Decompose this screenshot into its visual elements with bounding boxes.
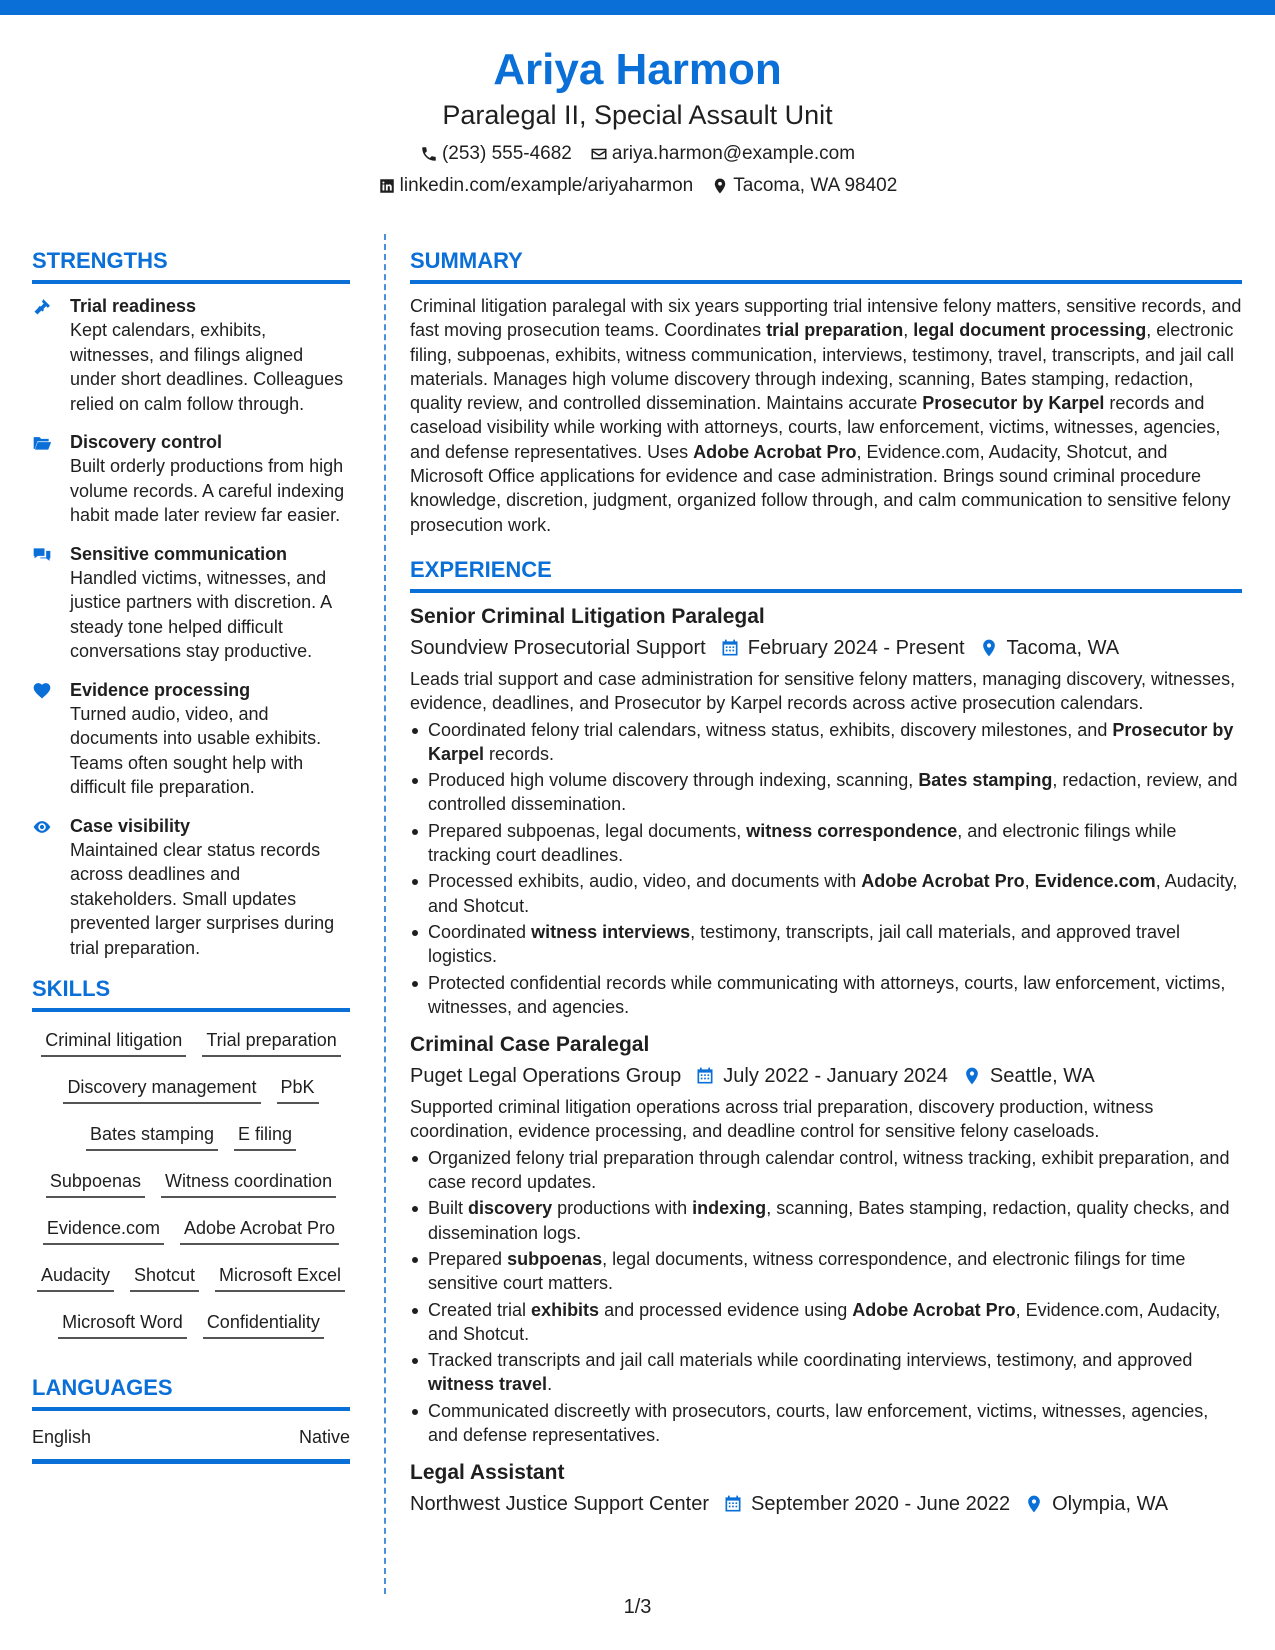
strength-item — [32, 430, 350, 528]
text-run: , electronic filing, subpoenas, exhibits, witness communication, interviews, testimony, travel, transcripts, and jail call materials. Manages high volume discovery through indexing, scanning, Bates stamping, redaction, quality review, and controlled dissemination. Maintains accurate — [410, 320, 1235, 414]
job-company: Puget Legal Operations Group — [410, 1065, 682, 1088]
bold-text: trial preparation — [766, 320, 904, 341]
text-run: Protected confidential records while communicating with attorneys, courts, law enforcement, victims, witnesses, and agencies. — [428, 972, 1226, 1017]
bold-text: Bates stamping — [918, 770, 1053, 791]
strength-description: Kept calendars, exhibits, witnesses, and filings aligned under short deadlines. Colleagues relied on calm follow through. — [70, 320, 344, 414]
job-entry — [410, 1459, 1242, 1519]
bullet-item — [410, 1348, 1242, 1397]
skill-tag: E filing — [234, 1122, 296, 1151]
skill-tag: PbK — [277, 1075, 319, 1104]
skill-tag: Microsoft Word — [58, 1310, 187, 1339]
bullet-item — [410, 869, 1242, 918]
strength-body — [70, 678, 350, 800]
text-run: and processed evidence using — [599, 1299, 853, 1320]
skill-tag: Bates stamping — [86, 1122, 218, 1151]
map-pin-icon — [711, 177, 729, 195]
text-run: Built — [428, 1198, 469, 1219]
left-column — [32, 246, 350, 1464]
text-run: Communicated discreetly with prosecutors, courts, law enforcement, victims, witnesses, agencies, and defense representatives. — [428, 1400, 1209, 1445]
strength-description: Maintained clear status records across deadlines and stakeholders. Small updates prevented larger surprises during trial preparation. — [70, 839, 335, 958]
text-run: , and electronic filings while tracking court deadlines. — [428, 820, 1177, 866]
bold-text: Prosecutor by Karpel — [922, 393, 1105, 414]
eye-icon — [32, 817, 52, 837]
linkedin-icon — [378, 177, 396, 195]
bullet-item — [410, 1196, 1242, 1245]
job-title: Legal Assistant — [410, 1461, 565, 1485]
bullet-item — [410, 920, 1242, 969]
language-level: Native — [298, 1427, 350, 1447]
text-run: Organized felony trial preparation through calendar control, witness tracking, exhibit preparation, and case record updates. — [428, 1147, 1230, 1193]
text-run: Processed exhibits, audio, video, and documents with — [428, 871, 862, 892]
job-title: Criminal Case Paralegal — [410, 1033, 650, 1057]
map-pin-icon — [962, 1066, 982, 1086]
strength-body — [70, 542, 350, 664]
calendar-icon — [720, 638, 740, 658]
job-location: Olympia, WA — [1052, 1493, 1169, 1516]
phone-contact[interactable] — [420, 142, 572, 166]
strength-icon-wrap — [32, 678, 70, 800]
email-contact[interactable] — [590, 142, 855, 166]
bold-text: discovery — [468, 1198, 553, 1219]
text-run: . — [547, 1374, 553, 1395]
job-description: Leads trial support and case administration for sensitive felony matters, managing discovery, witnesses, evidence, deadlines, and Prosecutor by Karpel records across active prosecution calendars. — [410, 668, 1236, 714]
text-run: Coordinated felony trial calendars, witness status, exhibits, discovery milestones, and — [428, 719, 1113, 740]
bold-text: legal document processing — [913, 320, 1147, 341]
heart-icon — [32, 681, 52, 701]
skill-tag: Microsoft Excel — [215, 1263, 345, 1292]
strength-item — [32, 542, 350, 664]
strengths-list — [32, 294, 350, 960]
text-run: , scanning, Bates stamping, redaction, quality checks, and dissemination logs. — [428, 1198, 1230, 1243]
linkedin-contact[interactable] — [378, 174, 694, 198]
candidate-name: Ariya Harmon — [493, 45, 782, 94]
phone-text: (253) 555-4682 — [441, 143, 572, 164]
text-run: , Audacity, and Shotcut. — [428, 871, 1238, 916]
strength-title: Sensitive communication — [70, 543, 288, 564]
text-run: records and caseload visibility while working with attorneys, courts, law enforcement, victims, witnesses, agencies, and defense representatives. Uses — [410, 393, 1221, 462]
text-run: Tracked transcripts and jail call materials while coordinating interviews, testimony, and approved — [428, 1350, 1193, 1371]
text-run: Created trial — [428, 1299, 532, 1320]
bullet-item — [410, 768, 1242, 817]
text-run: , Evidence.com, Audacity, and Shotcut. — [428, 1299, 1221, 1344]
right-column — [410, 246, 1242, 1531]
strength-item — [32, 678, 350, 800]
job-company: Northwest Justice Support Center — [410, 1493, 710, 1516]
experience-heading: EXPERIENCE — [410, 555, 1242, 593]
summary-text — [410, 294, 1242, 537]
bold-text: witness travel — [428, 1374, 548, 1395]
text-run: , testimony, transcripts, jail call materials, and approved travel logistics. — [428, 921, 1181, 967]
job-location: Tacoma, WA — [1006, 636, 1120, 659]
map-pin-icon — [1024, 1494, 1044, 1514]
gavel-icon — [32, 297, 52, 317]
bullet-item — [410, 718, 1242, 767]
page-number: 1/3 — [623, 1596, 652, 1618]
calendar-icon — [695, 1066, 715, 1086]
text-run: Prepared subpoenas, legal documents, — [428, 820, 747, 841]
skills-list — [32, 1022, 350, 1339]
skill-tag: Criminal litigation — [41, 1028, 186, 1057]
strength-icon-wrap — [32, 294, 70, 416]
contact-row-1 — [0, 142, 1275, 166]
contact-row-2 — [0, 174, 1275, 198]
skills-heading: SKILLS — [32, 974, 350, 1012]
bold-text: witness interviews — [531, 921, 691, 942]
text-run: , redaction, review, and controlled dissemination. — [428, 770, 1238, 815]
column-divider — [384, 234, 386, 1594]
job-entry — [410, 603, 1242, 1019]
text-run: , legal documents, witness correspondence, and electronic filings for time sensitive court matters. — [428, 1248, 1186, 1294]
phone-icon — [420, 145, 438, 163]
bold-text: Prosecutor by Karpel — [428, 719, 1234, 764]
skill-tag: Subpoenas — [46, 1169, 145, 1198]
experience-list — [410, 603, 1242, 1519]
job-title: Senior Criminal Litigation Paralegal — [410, 604, 765, 628]
location-contact — [711, 174, 897, 198]
job-dates: July 2022 - January 2024 — [723, 1065, 948, 1088]
strength-body — [70, 814, 350, 961]
skill-tag: Adobe Acrobat Pro — [180, 1216, 339, 1245]
map-pin-icon — [979, 638, 999, 658]
bold-text: exhibits — [531, 1299, 600, 1320]
skill-tag: Confidentiality — [203, 1310, 324, 1339]
text-run: Produced high volume discovery through indexing, scanning, — [428, 770, 919, 791]
strength-item — [32, 814, 350, 961]
strength-icon-wrap — [32, 542, 70, 664]
strength-title: Case visibility — [70, 815, 191, 836]
resume-header — [0, 42, 1275, 198]
job-meta — [410, 1061, 1242, 1091]
chat-bubbles-icon — [32, 545, 52, 565]
summary-heading: SUMMARY — [410, 246, 1242, 284]
text-run: Coordinated — [428, 921, 532, 942]
text-run: , — [1024, 871, 1035, 892]
envelope-icon — [590, 145, 608, 163]
bullet-item — [410, 819, 1242, 868]
job-meta — [410, 633, 1242, 663]
skill-tag: Audacity — [37, 1263, 114, 1292]
bullet-item — [410, 1146, 1242, 1195]
language-name: English — [32, 1427, 92, 1447]
skill-tag: Discovery management — [63, 1075, 260, 1104]
job-company: Soundview Prosecutorial Support — [410, 636, 706, 659]
text-run: Prepared — [428, 1248, 508, 1269]
job-dates: February 2024 - Present — [747, 636, 965, 659]
calendar-icon — [723, 1494, 743, 1514]
job-meta — [410, 1489, 1242, 1519]
strength-item — [32, 294, 350, 416]
text-run: Criminal litigation paralegal with six years supporting trial intensive felony matters, sensitive records, and fast moving prosecution teams. Coordinates — [410, 296, 1242, 341]
strength-description: Built orderly productions from high volume records. A careful indexing habit made later review far easier. — [70, 456, 345, 525]
folder-open-icon — [32, 433, 52, 453]
text-run: , — [903, 320, 914, 341]
strength-description: Handled victims, witnesses, and justice partners with discretion. A steady tone helped difficult conversations stay productive. — [70, 567, 332, 661]
job-dates: September 2020 - June 2022 — [751, 1493, 1011, 1516]
strength-title: Trial readiness — [70, 296, 197, 316]
job-entry — [410, 1031, 1242, 1447]
strength-description: Turned audio, video, and documents into usable exhibits. Teams often sought help with difficult file preparation. — [70, 703, 322, 797]
skill-tag: Trial preparation — [202, 1028, 340, 1057]
languages-heading: LANGUAGES — [32, 1373, 350, 1411]
text-run: records. — [484, 743, 555, 764]
bullet-item — [410, 1399, 1242, 1448]
strengths-heading: STRENGTHS — [32, 246, 350, 284]
strength-icon-wrap — [32, 814, 70, 961]
skill-tag: Evidence.com — [43, 1216, 164, 1245]
strength-title: Discovery control — [70, 432, 223, 452]
job-location: Seattle, WA — [989, 1065, 1095, 1088]
strength-icon-wrap — [32, 430, 70, 528]
job-description: Supported criminal litigation operations across trial preparation, discovery production, witness coordination, evidence processing, and deadline control for sensitive felony caseloads. — [410, 1097, 1154, 1142]
bold-text: Evidence.com — [1034, 871, 1156, 892]
skill-tag: Witness coordination — [161, 1169, 336, 1198]
candidate-title: Paralegal II, Special Assault Unit — [442, 100, 833, 130]
email-text: ariya.harmon@example.com — [611, 143, 856, 164]
text-run: productions with — [552, 1198, 693, 1219]
strength-body — [70, 430, 350, 528]
strength-body — [70, 294, 350, 416]
bold-text: subpoenas — [507, 1248, 603, 1269]
text-run: , Evidence.com, Audacity, Shotcut, and Microsoft Office applications for evidence and case administration. Brings sound criminal procedure knowledge, discretion, judgment, organized follow through, and calm communication to sensitive felony prosecution work. — [410, 441, 1231, 535]
linkedin-text: linkedin.com/example/ariyaharmon — [399, 175, 694, 196]
bold-text: witness correspondence — [746, 820, 958, 841]
language-row — [32, 1425, 350, 1464]
skill-tag: Shotcut — [130, 1263, 199, 1292]
job-bullets — [410, 1146, 1242, 1448]
location-text: Tacoma, WA 98402 — [733, 175, 898, 196]
job-bullets — [410, 718, 1242, 1020]
bullet-item — [410, 1298, 1242, 1347]
top-accent-bar — [0, 0, 1275, 15]
bold-text: Adobe Acrobat Pro — [693, 441, 857, 462]
strength-title: Evidence processing — [70, 679, 251, 700]
bold-text: indexing — [692, 1198, 767, 1219]
bullet-item — [410, 971, 1242, 1020]
bold-text: Adobe Acrobat Pro — [861, 871, 1025, 892]
bullet-item — [410, 1247, 1242, 1296]
bold-text: Adobe Acrobat Pro — [852, 1299, 1016, 1320]
languages-list — [32, 1425, 350, 1464]
